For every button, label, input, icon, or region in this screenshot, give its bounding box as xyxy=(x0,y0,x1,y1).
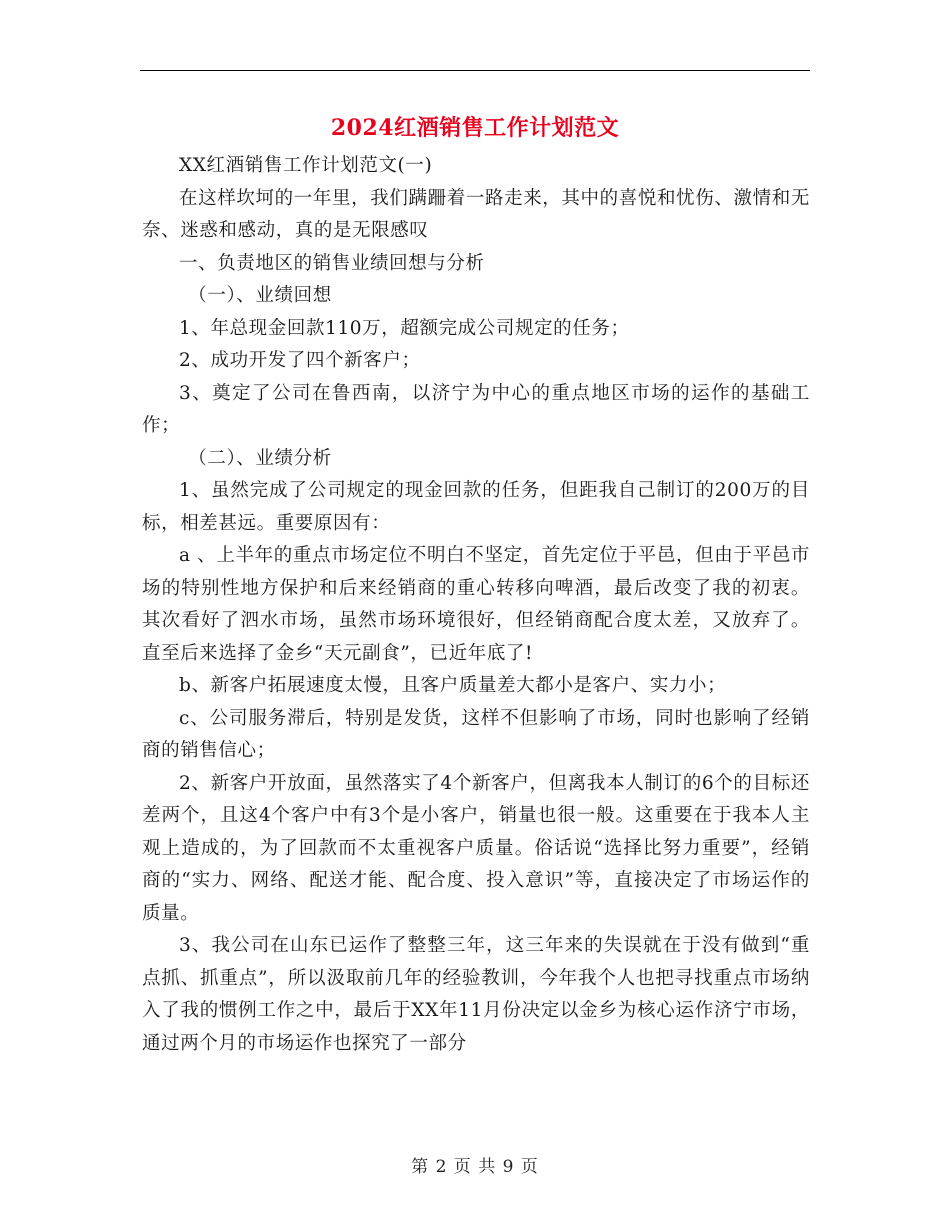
subsection-heading: （二）、业绩分析 xyxy=(188,447,332,469)
paragraph-intro: 在这样坎坷的一年里，我们蹒跚着一路走来，其中的喜悦和忧伤、激情和无奈、迷惑和感动，真的是无限感叹 xyxy=(142,187,810,241)
list-item: 2、新客户开放面，虽然落实了4个新客户，但离我本人制订的6个的目标还差两个，且这4个客户中有3个是小客户，销量也很一般。这重要在于我本人主观上造成的，为了回款而不太重视客户质量。俗话说“选择比努力重要”，经销商的“实力、网络、配送才能、配合度、投入意识”等，直接决定了市场运作的质量。 xyxy=(142,772,810,924)
list-item: 1、年总现金回款110万，超额完成公司规定的任务； xyxy=(179,317,630,339)
list-item: 2、成功开发了四个新客户； xyxy=(179,350,421,371)
document-body xyxy=(142,150,810,1060)
header-rule xyxy=(140,70,810,71)
document-title: 2024红酒销售工作计划范文 xyxy=(330,115,620,141)
list-item: 3、奠定了公司在鲁西南，以济宁为中心的重点地区市场的运作的基础工作； xyxy=(142,382,810,436)
section-heading: 一、负责地区的销售业绩回想与分析 xyxy=(179,252,485,274)
subsection-heading: （一）、业绩回想 xyxy=(188,285,332,306)
list-item: c、公司服务滞后，特别是发货，这样不但影响了市场，同时也影响了经销商的销售信心； xyxy=(142,707,810,761)
list-item: 1、虽然完成了公司规定的现金回款的任务，但距我自己制订的200万的目标，相差甚远。重要原因有： xyxy=(142,480,810,534)
paragraph-subtitle: XX红酒销售工作计划范文(一) xyxy=(179,155,433,176)
list-item: 3、我公司在山东已运作了整整三年，这三年来的失误就在于没有做到“重点抓、抓重点”，所以汲取前几年的经验教训，今年我个人也把寻找重点市场纳入了我的惯例工作之中，最后于XX年11月份决定以金乡为核心运作济宁市场，通过两个月的市场运作也探究了一部分 xyxy=(142,935,810,1054)
page-footer: 第 2 页 共 9 页 xyxy=(411,1157,539,1177)
list-item: a 、上半年的重点市场定位不明白不坚定，首先定位于平邑，但由于平邑市场的特别性地方保护和后来经销商的重心转移向啤酒，最后改变了我的初衷。其次看好了泗水市场，虽然市场环境很好，但经销商配合度太差，又放弃了。直至后来选择了金乡“天元副食”，已近年底了! xyxy=(142,545,810,664)
list-item: b、新客户拓展速度太慢，且客户质量差大都小是客户、实力小； xyxy=(179,675,727,696)
